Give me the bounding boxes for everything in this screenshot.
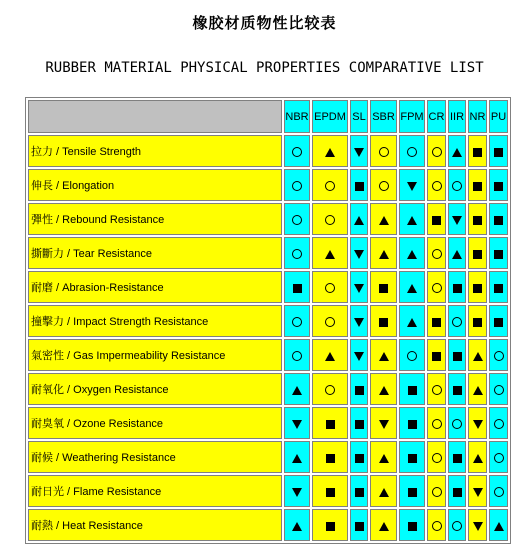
column-header-sbr: SBR <box>370 100 397 133</box>
triangle-up-icon <box>379 488 389 497</box>
rating-cell-pu <box>489 135 508 167</box>
rating-cell-pu <box>489 169 508 201</box>
rating-cell-nbr <box>284 271 310 303</box>
rating-cell-pu <box>489 373 508 405</box>
table-row <box>28 305 508 337</box>
triangle-down-icon <box>354 352 364 361</box>
rating-cell-fpm <box>399 475 425 507</box>
rating-cell-iir <box>448 475 466 507</box>
rating-cell-cr <box>427 339 446 371</box>
circle-icon <box>292 181 302 191</box>
circle-icon <box>452 317 462 327</box>
square-icon <box>453 386 462 395</box>
rating-cell-epdm <box>312 407 348 439</box>
table-row <box>28 271 508 303</box>
rating-cell-iir <box>448 135 466 167</box>
triangle-down-icon <box>292 420 302 429</box>
rating-cell-sl <box>350 135 368 167</box>
property-label: 伸長 / Elongation <box>28 169 282 201</box>
table-row <box>28 135 508 167</box>
rating-cell-sl <box>350 305 368 337</box>
rating-cell-cr <box>427 135 446 167</box>
circle-icon <box>292 317 302 327</box>
circle-icon <box>432 453 442 463</box>
circle-icon <box>379 181 389 191</box>
square-icon <box>379 284 388 293</box>
rating-cell-cr <box>427 305 446 337</box>
triangle-up-icon <box>407 284 417 293</box>
rating-cell-epdm <box>312 237 348 269</box>
circle-icon <box>494 453 504 463</box>
rating-cell-nbr <box>284 509 310 541</box>
square-icon <box>494 182 503 191</box>
rating-cell-iir <box>448 339 466 371</box>
circle-icon <box>292 249 302 259</box>
property-label: 撞擊力 / Impact Strength Resistance <box>28 305 282 337</box>
circle-icon <box>494 419 504 429</box>
rating-cell-pu <box>489 271 508 303</box>
triangle-down-icon <box>473 488 483 497</box>
rating-cell-sl <box>350 509 368 541</box>
circle-icon <box>292 147 302 157</box>
rating-cell-sbr <box>370 203 397 235</box>
rating-cell-fpm <box>399 373 425 405</box>
rating-cell-iir <box>448 169 466 201</box>
rating-cell-iir <box>448 237 466 269</box>
property-label: 拉力 / Tensile Strength <box>28 135 282 167</box>
rating-cell-nr <box>468 373 487 405</box>
square-icon <box>408 454 417 463</box>
square-icon <box>379 318 388 327</box>
rating-cell-cr <box>427 271 446 303</box>
rating-cell-iir <box>448 305 466 337</box>
square-icon <box>326 454 335 463</box>
square-icon <box>355 386 364 395</box>
triangle-up-icon <box>379 522 389 531</box>
rating-cell-nbr <box>284 407 310 439</box>
table-row <box>28 373 508 405</box>
table-row <box>28 339 508 371</box>
square-icon <box>473 284 482 293</box>
rating-cell-nbr <box>284 135 310 167</box>
triangle-up-icon <box>407 216 417 225</box>
rating-cell-nbr <box>284 237 310 269</box>
rating-cell-fpm <box>399 237 425 269</box>
rating-cell-sbr <box>370 339 397 371</box>
rating-cell-nbr <box>284 441 310 473</box>
table-row <box>28 237 508 269</box>
triangle-down-icon <box>407 182 417 191</box>
rating-cell-epdm <box>312 339 348 371</box>
rating-cell-cr <box>427 373 446 405</box>
column-header-pu: PU <box>489 100 508 133</box>
square-icon <box>408 522 417 531</box>
square-icon <box>326 488 335 497</box>
rating-cell-fpm <box>399 271 425 303</box>
rating-cell-sbr <box>370 169 397 201</box>
rating-cell-sl <box>350 441 368 473</box>
square-icon <box>453 454 462 463</box>
rating-cell-epdm <box>312 509 348 541</box>
rating-cell-sl <box>350 407 368 439</box>
property-label: 氣密性 / Gas Impermeability Resistance <box>28 339 282 371</box>
triangle-up-icon <box>379 454 389 463</box>
rating-cell-pu <box>489 203 508 235</box>
triangle-up-icon <box>354 216 364 225</box>
circle-icon <box>494 487 504 497</box>
column-header-iir: IIR <box>448 100 466 133</box>
rating-cell-nbr <box>284 203 310 235</box>
rating-cell-fpm <box>399 509 425 541</box>
rating-cell-iir <box>448 441 466 473</box>
rating-cell-nr <box>468 169 487 201</box>
circle-icon <box>292 215 302 225</box>
rating-cell-cr <box>427 203 446 235</box>
rating-cell-fpm <box>399 203 425 235</box>
square-icon <box>494 250 503 259</box>
rating-cell-nr <box>468 407 487 439</box>
rating-cell-epdm <box>312 475 348 507</box>
circle-icon <box>432 249 442 259</box>
rating-cell-fpm <box>399 135 425 167</box>
rating-cell-epdm <box>312 441 348 473</box>
property-label: 耐氧化 / Oxygen Resistance <box>28 373 282 405</box>
square-icon <box>432 352 441 361</box>
circle-icon <box>407 147 417 157</box>
table-row <box>28 203 508 235</box>
square-icon <box>453 352 462 361</box>
circle-icon <box>432 487 442 497</box>
rating-cell-nr <box>468 441 487 473</box>
square-icon <box>355 182 364 191</box>
property-label: 彈性 / Rebound Resistance <box>28 203 282 235</box>
rating-cell-iir <box>448 509 466 541</box>
rating-cell-epdm <box>312 169 348 201</box>
circle-icon <box>379 147 389 157</box>
properties-table <box>25 97 511 544</box>
rating-cell-sl <box>350 373 368 405</box>
rating-cell-nbr <box>284 373 310 405</box>
rating-cell-cr <box>427 475 446 507</box>
table-header-row <box>28 100 508 133</box>
page-title-chinese: 橡胶材质物性比较表 <box>192 14 337 32</box>
square-icon <box>494 148 503 157</box>
column-header-epdm: EPDM <box>312 100 348 133</box>
rating-cell-sbr <box>370 509 397 541</box>
rating-cell-sbr <box>370 373 397 405</box>
circle-icon <box>432 419 442 429</box>
square-icon <box>453 488 462 497</box>
square-icon <box>494 284 503 293</box>
property-label: 耐日光 / Flame Resistance <box>28 475 282 507</box>
rating-cell-pu <box>489 441 508 473</box>
triangle-up-icon <box>452 250 462 259</box>
rating-cell-sl <box>350 339 368 371</box>
rating-cell-sl <box>350 271 368 303</box>
rating-cell-iir <box>448 203 466 235</box>
rating-cell-pu <box>489 407 508 439</box>
triangle-up-icon <box>473 386 483 395</box>
rating-cell-sbr <box>370 135 397 167</box>
rating-cell-iir <box>448 407 466 439</box>
rating-cell-sl <box>350 475 368 507</box>
table-row <box>28 441 508 473</box>
rating-cell-nr <box>468 237 487 269</box>
rating-cell-cr <box>427 441 446 473</box>
rating-cell-nbr <box>284 339 310 371</box>
square-icon <box>473 148 482 157</box>
rating-cell-epdm <box>312 373 348 405</box>
rating-cell-sbr <box>370 271 397 303</box>
circle-icon <box>325 215 335 225</box>
rating-cell-epdm <box>312 135 348 167</box>
rating-cell-pu <box>489 305 508 337</box>
rating-cell-sbr <box>370 407 397 439</box>
property-label: 撕斷力 / Tear Resistance <box>28 237 282 269</box>
column-header-fpm: FPM <box>399 100 425 133</box>
circle-icon <box>325 181 335 191</box>
column-header-cr: CR <box>427 100 446 133</box>
triangle-up-icon <box>407 250 417 259</box>
rating-cell-epdm <box>312 305 348 337</box>
triangle-up-icon <box>292 522 302 531</box>
table-row <box>28 407 508 439</box>
rating-cell-sl <box>350 203 368 235</box>
rating-cell-epdm <box>312 203 348 235</box>
triangle-down-icon <box>354 250 364 259</box>
circle-icon <box>325 283 335 293</box>
circle-icon <box>432 385 442 395</box>
rating-cell-pu <box>489 339 508 371</box>
square-icon <box>293 284 302 293</box>
property-label: 耐臭氧 / Ozone Resistance <box>28 407 282 439</box>
triangle-down-icon <box>354 318 364 327</box>
circle-icon <box>432 181 442 191</box>
square-icon <box>355 488 364 497</box>
triangle-up-icon <box>292 454 302 463</box>
square-icon <box>494 318 503 327</box>
rating-cell-cr <box>427 509 446 541</box>
triangle-up-icon <box>494 522 504 531</box>
rating-cell-fpm <box>399 441 425 473</box>
circle-icon <box>325 385 335 395</box>
rating-cell-nbr <box>284 305 310 337</box>
triangle-up-icon <box>452 148 462 157</box>
circle-icon <box>494 385 504 395</box>
rating-cell-sbr <box>370 475 397 507</box>
rating-cell-nr <box>468 305 487 337</box>
circle-icon <box>407 351 417 361</box>
table-row <box>28 475 508 507</box>
triangle-up-icon <box>379 250 389 259</box>
rating-cell-iir <box>448 271 466 303</box>
triangle-down-icon <box>473 522 483 531</box>
triangle-down-icon <box>473 420 483 429</box>
circle-icon <box>452 181 462 191</box>
property-label: 耐候 / Weathering Resistance <box>28 441 282 473</box>
rating-cell-sbr <box>370 441 397 473</box>
square-icon <box>432 318 441 327</box>
rating-cell-nr <box>468 203 487 235</box>
rating-cell-nbr <box>284 475 310 507</box>
rating-cell-epdm <box>312 271 348 303</box>
table-row <box>28 169 508 201</box>
triangle-up-icon <box>325 148 335 157</box>
rating-cell-sl <box>350 237 368 269</box>
rating-cell-nr <box>468 475 487 507</box>
square-icon <box>355 420 364 429</box>
triangle-up-icon <box>407 318 417 327</box>
circle-icon <box>432 521 442 531</box>
rating-cell-fpm <box>399 407 425 439</box>
triangle-up-icon <box>379 352 389 361</box>
property-label: 耐熱 / Heat Resistance <box>28 509 282 541</box>
property-label: 耐磨 / Abrasion-Resistance <box>28 271 282 303</box>
rating-cell-sbr <box>370 305 397 337</box>
column-header-sl: SL <box>350 100 368 133</box>
rating-cell-nr <box>468 339 487 371</box>
square-icon <box>326 420 335 429</box>
rating-cell-nbr <box>284 169 310 201</box>
square-icon <box>494 216 503 225</box>
rating-cell-nr <box>468 135 487 167</box>
column-header-nr: NR <box>468 100 487 133</box>
rating-cell-fpm <box>399 339 425 371</box>
circle-icon <box>432 147 442 157</box>
page-title-english: RUBBER MATERIAL PHYSICAL PROPERTIES COMPARATIVE LIST <box>45 60 484 76</box>
rating-cell-cr <box>427 407 446 439</box>
circle-icon <box>292 351 302 361</box>
square-icon <box>408 420 417 429</box>
square-icon <box>473 216 482 225</box>
square-icon <box>355 522 364 531</box>
rating-cell-sl <box>350 169 368 201</box>
circle-icon <box>432 283 442 293</box>
square-icon <box>355 454 364 463</box>
triangle-up-icon <box>325 250 335 259</box>
rating-cell-pu <box>489 509 508 541</box>
square-icon <box>326 522 335 531</box>
triangle-down-icon <box>379 420 389 429</box>
square-icon <box>408 386 417 395</box>
rating-cell-fpm <box>399 305 425 337</box>
rating-cell-pu <box>489 475 508 507</box>
rating-cell-cr <box>427 237 446 269</box>
circle-icon <box>325 317 335 327</box>
triangle-up-icon <box>325 352 335 361</box>
circle-icon <box>452 521 462 531</box>
rating-cell-nr <box>468 509 487 541</box>
square-icon <box>432 216 441 225</box>
rating-cell-iir <box>448 373 466 405</box>
square-icon <box>408 488 417 497</box>
header-blank-cell <box>28 100 282 133</box>
triangle-up-icon <box>473 352 483 361</box>
triangle-up-icon <box>473 454 483 463</box>
triangle-up-icon <box>379 386 389 395</box>
rating-cell-cr <box>427 169 446 201</box>
square-icon <box>453 284 462 293</box>
table-row <box>28 509 508 541</box>
square-icon <box>473 250 482 259</box>
circle-icon <box>494 351 504 361</box>
triangle-down-icon <box>354 284 364 293</box>
column-header-nbr: NBR <box>284 100 310 133</box>
square-icon <box>473 182 482 191</box>
rating-cell-nr <box>468 271 487 303</box>
triangle-down-icon <box>452 216 462 225</box>
triangle-up-icon <box>292 386 302 395</box>
square-icon <box>473 318 482 327</box>
rating-cell-sbr <box>370 237 397 269</box>
triangle-down-icon <box>354 148 364 157</box>
triangle-down-icon <box>292 488 302 497</box>
circle-icon <box>452 419 462 429</box>
rating-cell-fpm <box>399 169 425 201</box>
rating-cell-pu <box>489 237 508 269</box>
triangle-up-icon <box>379 216 389 225</box>
